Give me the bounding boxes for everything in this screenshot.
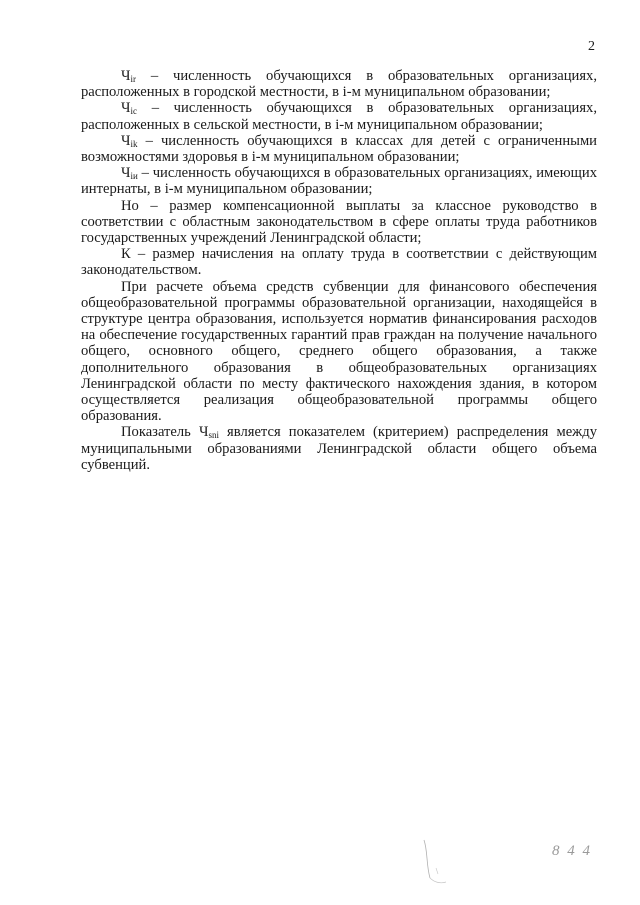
definition-class-supervision-payment [81, 198, 597, 247]
definition-payroll-accrual [81, 246, 597, 278]
definition-text: – размер начисления на оплату труда в соответствии с действующим законодательством. [81, 246, 597, 279]
symbol: Ч [121, 132, 131, 149]
indicator-subscript: sni [208, 430, 219, 441]
symbol-subscript: ic [130, 106, 137, 117]
symbol: К [121, 246, 131, 263]
definition-boarding-students [81, 165, 597, 197]
symbol: Ч [121, 68, 131, 84]
definition-text: – численность обучающихся в образовательных организациях, имеющих интернаты, в i-м муниципальном образовании; [81, 165, 597, 198]
definition-text: – численность обучающихся в образовательных организациях, расположенных в городской местности, в i-м муниципальном образовании; [81, 68, 597, 101]
symbol-subscript: ir [130, 74, 136, 84]
registration-stamp: 8 4 4 [552, 843, 592, 859]
symbol-subscript: iи [130, 171, 138, 182]
paragraph-center-funding-norm: При расчете объема средств субвенции для финансового обеспечения общеобразовательной программы образовательной организации, находящейся в структуре центра образования, используется норматив финансирования расходов на обеспечение государственных гарантий прав граждан на получение начального общего, основного общего, среднего общего образования, а также дополнительного образования в общеобразовательных организациях Ленинградской области по месту фактического нахождения здания, в котором осуществляется реализация общеобразовательной программы общего образования. [81, 278, 597, 425]
symbol: Ч [121, 165, 131, 182]
definition-text: – численность обучающихся в образовательных организациях, расположенных в сельской местности, в i-м муниципальном образовании; [81, 100, 597, 133]
page-number: 2 [588, 39, 595, 54]
indicator-prefix: Показатель Ч [121, 424, 209, 441]
definition-urban-students [81, 68, 597, 100]
symbol-subscript: ik [130, 138, 138, 149]
indicator-text: является показателем (критерием) распределения между муниципальными образованиями Ленинградской области общего объема субвенций. [81, 424, 597, 473]
definition-text: – численность обучающихся в классах для детей с ограниченными возможностями здоровья в i-м муниципальном образовании; [81, 132, 597, 166]
definition-rural-students [81, 100, 597, 132]
symbol: Ч [121, 100, 131, 117]
pen-mark [416, 838, 456, 888]
paragraph-indicator [81, 424, 597, 473]
symbol: Но [121, 197, 139, 214]
definition-special-needs-students [81, 133, 597, 165]
definition-text: – размер компенсационной выплаты за классное руководство в соответствии с областным законодательством в сфере оплаты труда работников государственных учреждений Ленинградской области; [81, 197, 597, 247]
document-body [81, 68, 597, 473]
